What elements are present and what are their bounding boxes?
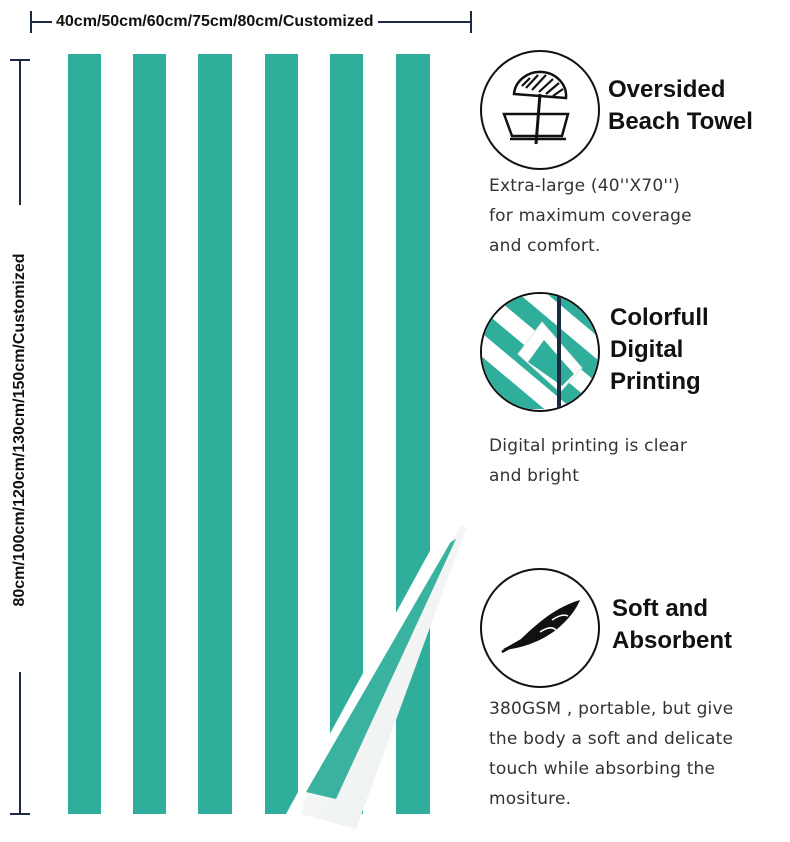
- width-dimension-label: 40cm/50cm/60cm/75cm/80cm/Customized: [52, 12, 378, 32]
- feature-1-description: Extra-large (40''X70'') for maximum coverage and comfort.: [489, 176, 692, 256]
- height-dimension-line-bottom: [19, 672, 21, 814]
- feature-2-title: Colorfull Digital Printing: [610, 304, 709, 395]
- feature-2-description: Digital printing is clear and bright: [489, 436, 688, 486]
- feature-1-icon-circle: [480, 50, 600, 170]
- feature-3-description: 380GSM , portable, but give the body a soft and delicate touch while absorbing the mositure.: [489, 699, 734, 809]
- height-dimension-line-top: [19, 60, 21, 205]
- width-dimension-tick-right: [470, 11, 472, 33]
- beach-umbrella-chair-icon: [482, 52, 597, 167]
- striped-beach-towel-image: [36, 54, 466, 829]
- feature-3-title: Soft and Absorbent: [612, 595, 732, 654]
- feature-2-icon-circle: [480, 292, 600, 412]
- height-dimension-label: 80cm/100cm/120cm/130cm/150cm/Customized: [11, 253, 28, 607]
- striped-fabric-swatch-icon: [482, 294, 597, 409]
- feather-icon: [482, 570, 597, 685]
- feature-3-icon-circle: [480, 568, 600, 688]
- height-dimension-tick-bottom: [10, 813, 30, 815]
- feature-1-title: Oversided Beach Towel: [608, 76, 753, 135]
